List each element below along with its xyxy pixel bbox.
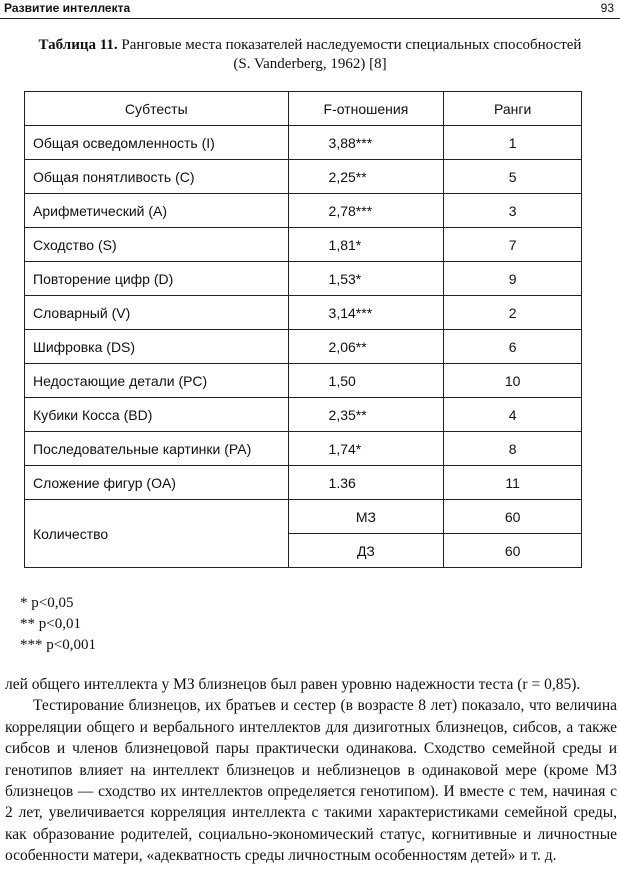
rank: 6 — [444, 330, 582, 364]
subtest-name: Арифметический (А) — [25, 194, 289, 228]
subtest-name: Общая понятливость (С) — [25, 160, 289, 194]
f-ratio: 3,14*** — [288, 296, 444, 330]
f-ratio: 2,78*** — [288, 194, 444, 228]
table-row — [25, 432, 582, 466]
table-label: Таблица 11. — [38, 37, 118, 53]
count-value: 60 — [444, 534, 582, 568]
count-row — [25, 500, 582, 534]
f-ratio: 2,25** — [288, 160, 444, 194]
rank: 11 — [444, 466, 582, 500]
subtest-name: Повторение цифр (D) — [25, 262, 289, 296]
rank: 3 — [444, 194, 582, 228]
twin-type: МЗ — [288, 500, 444, 534]
subtest-name: Кубики Косса (BD) — [25, 398, 289, 432]
rank: 7 — [444, 228, 582, 262]
count-value: 60 — [444, 500, 582, 534]
table-row — [25, 160, 582, 194]
paragraph: Тестирование близнецов, их братьев и сестер (в возрасте 8 лет) показало, что величина корреляции общего и вербального интеллектов для дизиготных близнецов, сибсов, а также сибсов и членов близнецовой пары практически одинакова. Сходство семейной среды и генотипов влияет на интеллект близнецов и неблизнецов в одинаковой мере (кроме МЗ близнецов — сходство их интеллектов определяется генотипом). И вместе с тем, начиная с 2 лет, увеличивается корреляция интеллекта с такими характеристиками семейной среды, как образование родителей, социально-экономический статус, когнитивные и личностные особенности матери, «адекватность среды личностным особенностям детей» и т. д. — [5, 697, 617, 865]
rank: 4 — [444, 398, 582, 432]
note: *** р<0,001 — [20, 637, 96, 653]
table-row — [25, 228, 582, 262]
f-ratio: 1,81* — [288, 228, 444, 262]
subtest-name: Последовательные картинки (РА) — [25, 432, 289, 466]
subtest-name: Общая осведомленность (I) — [25, 126, 289, 160]
subtest-name: Сложение фигур (OA) — [25, 466, 289, 500]
rank: 2 — [444, 296, 582, 330]
heritability-table — [24, 91, 582, 568]
significance-notes — [20, 593, 96, 656]
table-row — [25, 364, 582, 398]
table-row — [25, 466, 582, 500]
subtest-name: Словарный (V) — [25, 296, 289, 330]
paragraph: лей общего интеллекта у МЗ близнецов был равен уровню надежности теста (r = 0,85). — [5, 676, 581, 693]
rank: 9 — [444, 262, 582, 296]
table-row — [25, 262, 582, 296]
table-row — [25, 330, 582, 364]
rank: 1 — [444, 126, 582, 160]
f-ratio: 1,74* — [288, 432, 444, 466]
column-header: Ранги — [444, 92, 582, 126]
table-caption — [10, 36, 610, 74]
f-ratio: 1.36 — [288, 466, 444, 500]
table-row — [25, 296, 582, 330]
table-source: (S. Vanderberg, 1962) [8] — [233, 56, 387, 72]
f-ratio: 2,35** — [288, 398, 444, 432]
rank: 10 — [444, 364, 582, 398]
section-title: Развитие интеллекта — [4, 1, 131, 15]
twin-type: ДЗ — [288, 534, 444, 568]
f-ratio: 3,88*** — [288, 126, 444, 160]
f-ratio: 2,06** — [288, 330, 444, 364]
rank: 8 — [444, 432, 582, 466]
subtest-name: Сходство (S) — [25, 228, 289, 262]
table-title: Ранговые места показателей наследуемости специальных способностей — [121, 37, 582, 53]
f-ratio: 1,50 — [288, 364, 444, 398]
f-ratio: 1,53* — [288, 262, 444, 296]
note: ** р<0,01 — [20, 616, 81, 632]
body-text — [5, 674, 617, 867]
page-header — [0, 0, 620, 19]
page-number: 93 — [600, 1, 614, 15]
count-label: Количество — [25, 500, 289, 568]
table-header-row — [25, 92, 582, 126]
column-header: F-отношения — [288, 92, 444, 126]
subtest-name: Недостающие детали (РС) — [25, 364, 289, 398]
rank: 5 — [444, 160, 582, 194]
column-header: Субтесты — [25, 92, 289, 126]
table-row — [25, 398, 582, 432]
note: * р<0,05 — [20, 595, 74, 611]
subtest-name: Шифровка (DS) — [25, 330, 289, 364]
table-row — [25, 126, 582, 160]
table-row — [25, 194, 582, 228]
